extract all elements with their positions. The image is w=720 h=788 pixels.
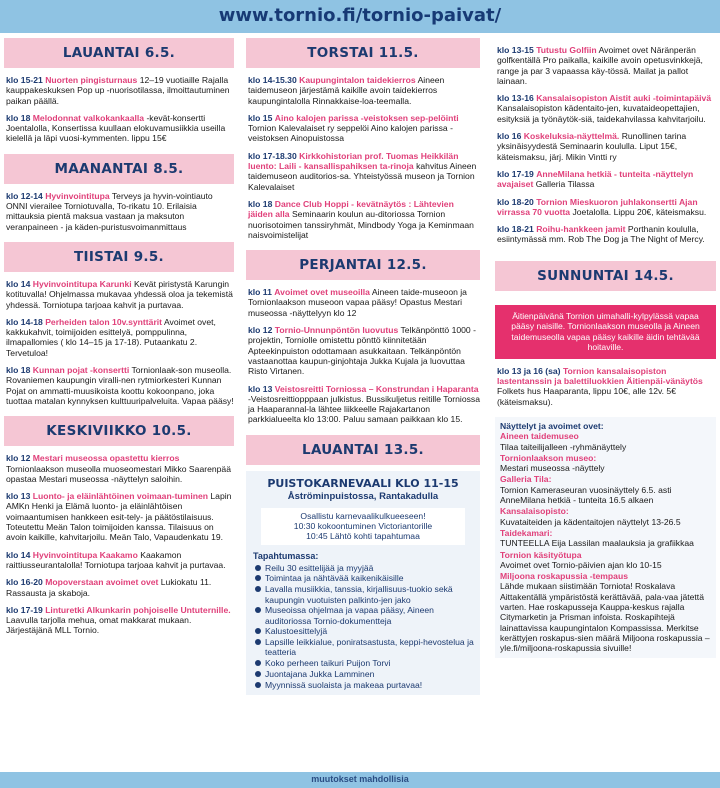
event-item <box>495 169 716 190</box>
event-description: Laavulla tarjolla mehua, omat makkarat mukaan. Järjestäjänä MLL Tornio. <box>6 615 192 636</box>
event-time: klo 16 <box>497 131 522 142</box>
event-description: Lapin AMKn Henki ja Elämä luonto- ja eläinlähtöisen voimaantumisen hankkeen esit-tely- ja päätöstilaisuus. Toteutettu Meän Talon toimijoiden kanssa. Tilaisuus on avoin kaikille, kahvitarjoilu. Meän Talo, Vapaudenkatu 19. <box>6 491 232 543</box>
exhibition-description: Kuvataiteiden ja kädentaitojen näyttelyt 13-26.5 <box>500 516 681 527</box>
event-title: Hyvinvointitupa Karunki <box>32 278 132 289</box>
exhibition-item <box>500 453 711 474</box>
bullet-icon <box>255 575 261 581</box>
event-time: klo 13-15 <box>497 45 534 55</box>
event-title: Veistosreitti Torniossa – Konstrundan i Haparanta <box>274 383 479 394</box>
event-description: Seminaarin koulun au-ditoriossa Tornion nuorisotoimen tanssiryhmät, Mindbody Yoga ja Keminmaan naisvoimistelijat <box>248 209 474 240</box>
event-title: Hyvinvointitupa <box>45 190 110 201</box>
event-description: Galleria Tilassa <box>535 179 595 190</box>
column-right <box>495 38 716 658</box>
day-heading-tiistai: TIISTAI 9.5. <box>4 242 234 272</box>
exhibition-description: Tornion Kameraseuran vuosinäyttely 6.5. asti AnneMilana hetkiä - tunteita 16.5 alkaen <box>500 484 672 506</box>
karneval-procession-line: 10:45 Lähtö kohti tapahtumaa <box>306 531 420 542</box>
event-title: Linturetki Alkunkarin pohjoiselle Untuternille. <box>45 604 231 615</box>
event-title: Avoimet ovet museoilla <box>274 287 370 298</box>
event-time: klo 12 <box>6 453 31 464</box>
column-middle <box>246 38 480 695</box>
event-item <box>4 365 234 406</box>
event-description: Aineen taidemuseon järjestämä kaikille avoin taidekierros kaupungintalolla Rinnakkaise-loa-teemalla. <box>248 75 445 106</box>
event-description: Telkänpönttö 1000 -projektin, Torniolle omistettu pönttö kiinnitetään Apteekinpuiston odottamaan asukkaitaan. Telkänpöntön vastaanottaa kaupun-ginjohtaja Jukka Kujala ja luovuttaa Risto Virtanen. <box>248 325 476 377</box>
bullet-icon <box>255 671 261 677</box>
event-time: klo 13 <box>248 383 273 394</box>
day-heading-perjantai: PERJANTAI 12.5. <box>246 250 480 280</box>
karneval-item-text: Museoissa ohjelmaa ja vapaa pääsy, Aineen auditoriossa Tornio-dokumentteja <box>265 605 434 626</box>
event-item <box>246 287 480 318</box>
exhibition-venue: Aineen taidemuseo <box>500 431 579 442</box>
event-title: Kansalaisopiston Aistit auki -toimintapäivä <box>536 93 712 104</box>
event-time: klo 12-14 <box>6 190 43 201</box>
event-item <box>246 384 480 425</box>
site-url[interactable]: www.tornio.fi/tornio-paivat/ <box>218 5 502 26</box>
event-time: klo 18 <box>248 198 273 209</box>
exhibition-description: TUNTEELLA Eija Lassilan maalauksia ja grafiikkaa <box>500 538 694 549</box>
footer-note: muutokset mahdollisia <box>311 774 409 784</box>
karneval-procession-line: Osallistu karnevaalikulkueeseen! <box>300 510 426 521</box>
event-item <box>495 197 716 218</box>
event-item <box>495 93 716 124</box>
event-description: Aineen taide-museoon ja Tornionlaakson museoon vapaa pääsy! Opastus Mestari museossa -näyttelyyn klo 12 <box>248 287 467 318</box>
event-description: Lukiokatu 11. Rassausta ja skaboja. <box>6 577 212 598</box>
exhibitions-heading: Näyttelyt ja avoimet ovet: <box>500 420 604 431</box>
event-description: -kevät-konsertti Joentalolla, Konsertissa kuullaan elokuvamusiikkia useilla kielellä ja läpi vuosi-kymmenten. lippu 15€ <box>6 112 226 144</box>
karneval-item-text: Toimintaa ja nähtävää kaikenikäisille <box>265 573 404 584</box>
karneval-list-item <box>253 669 475 679</box>
exhibition-description: Lähde mukaan siistimään Torniota! Roskalava Aittakentällä ympäristöstä kerättävää, pala-vaa jätettä varten. Hae roskapusseja Kauppa-keskus rajalla Citymarketin ja Prisman infoista. Roskapihtejä lainattavissa kaupungintalon Kompassissa. Merkitse kerättyjen roskapus-sien määrä Miljoona roskapussia – yle.fi/miljoona-roskapussia sivuille! <box>500 581 710 654</box>
event-time: klo 18 <box>6 112 31 123</box>
karneval-list <box>251 563 475 691</box>
exhibition-venue: Tornionlaakson museo: <box>500 452 597 463</box>
event-description: Avoimet ovet Näränperän golfkentällä Pro paikalla, kaikille avoin opetusvinkkejä, range ja par 3 vapaassa käy-tössä. Mailat ja pallot lainaan. <box>497 45 703 86</box>
event-title: Luonto- ja eläinlähtöinen voimaan-tuminen <box>32 491 208 502</box>
event-time: klo 13 <box>6 491 31 502</box>
event-description: Kevät piristystä Karungin kotituvalla! Ohjelmassa mukavaa yhdessä oloa ja tekemistä yhdessä. Torniotupa tarjoaa kahvit ja purtavaa. <box>6 278 233 310</box>
event-item <box>4 113 234 144</box>
event-description: kahvitus Aineen taidemuseon auditorios-sa. Yhteistyössä museon ja Tornion Kalevalaiset <box>248 161 477 192</box>
event-time: klo 18-20 <box>497 196 534 207</box>
event-time: klo 14 <box>6 278 31 289</box>
event-description: Tornionlaak-son museolla. Rovaniemen kaupungin viralli-nen rytmiorkesteri Kunnan Pojat on ammatti-muusikoista koottu kokoonpano, joka tuottaa matalan kynnyksen kulttuuripalveluita. Vapaa pääsy! <box>6 365 234 406</box>
event-title: Melodonnat valkokankaalla <box>32 112 145 123</box>
event-title: Hyvinvointitupa Kaakamo <box>32 549 138 560</box>
event-title: Perheiden talon 10v.synttärit <box>45 316 163 327</box>
day-heading-keskiviikko: KESKIVIIKKO 10.5. <box>4 416 234 446</box>
karneval-item-text: Kalustoesittelyjä <box>265 626 328 637</box>
karneval-item-text: Lavalla musiikkia, tanssia, kirjallisuus-tuokio sekä kaupungin vuotuisten palkinto-jen jako <box>265 584 453 605</box>
event-title: Mopoverstaan avoimet ovet <box>45 577 159 588</box>
event-title: Kirkkohistorian prof. Tuomas Heikkilän luento: Laili - kansallispahiksen ta-rinoja <box>248 150 459 172</box>
exhibition-item <box>500 571 711 653</box>
event-item <box>4 453 234 484</box>
karneval-item-text: Koko perheen taikuri Puijon Torvi <box>265 658 391 669</box>
event-time: klo 18 <box>6 365 31 376</box>
karneval-item-text: Lapsille leikkialue, poniratsastusta, keppi-hevostelua ja teatteria <box>265 637 474 658</box>
karneval-list-item <box>253 658 475 668</box>
event-item <box>246 199 480 240</box>
exhibition-description: Avoimet ovet Tornio-päivien ajan klo 10-15 <box>500 559 662 570</box>
karneval-list-item <box>253 584 475 605</box>
karneval-item-text: Reilu 30 esittelijää ja myyjää <box>265 562 374 573</box>
event-time: klo 15 <box>248 112 273 123</box>
exhibition-description: Mestari museossa -näyttely <box>500 463 605 474</box>
karneval-list-item <box>253 573 475 583</box>
karneval-title: PUISTOKARNEVAALI KLO 11-15 <box>267 476 459 490</box>
event-title: Tutustu Golfiin <box>536 45 597 55</box>
event-time: klo 13 ja 16 (sa) <box>497 365 561 376</box>
karneval-list-item <box>253 563 475 573</box>
event-item <box>495 224 716 245</box>
karneval-procession-line: 10:30 kokoontuminen Victoriantorille <box>293 521 433 532</box>
event-item <box>246 113 480 144</box>
event-description: 12–19 vuotiaille Rajalla kauppakeskuksen Pop up -nuorisotilassa, ilmoittautuminen paikan päällä. <box>6 75 230 106</box>
exhibition-venue: Tornion käsityötupa <box>500 549 582 560</box>
bullet-icon <box>255 586 261 592</box>
event-item <box>4 605 234 636</box>
event-title: Mestari museossa opastettu kierros <box>32 453 180 464</box>
bullet-icon <box>255 628 261 634</box>
puistokarnevaali-box <box>246 471 480 695</box>
karneval-list-item <box>253 680 475 690</box>
event-title: AnneMilana hetkiä - tunteita -näyttelyn avajaiset <box>497 168 694 190</box>
exhibition-item <box>500 550 711 571</box>
event-time: klo 11 <box>248 287 272 298</box>
event-description: Avoimet ovet, kakkukahvit, toimijoiden esittelyä, pomppulinna, ilmapallomies ( klo 14–15 ja 17-18). Putaankatu 2. Tervetuloa! <box>6 316 216 358</box>
event-title: Tornion Mieskuoron juhlakonsertti Ajan virrassa 70 vuotta <box>497 196 698 217</box>
event-description: Tornion Kalevalaiset ry seppelöi Aino kalojen parissa -veistoksen Ainopuistossa <box>248 123 453 144</box>
event-description: Porthanin koululla, esiintymässä mm. Rob The Dog ja The Night of Mercy. <box>497 224 705 245</box>
event-title: Dance Club Hoppi - kevätnäytös : Lähtevien jäiden alla <box>248 198 454 220</box>
column-left <box>4 38 234 636</box>
event-title: Aino kalojen parissa -veistoksen sep-pelöinti <box>274 112 459 123</box>
bullet-icon <box>255 682 261 688</box>
footer-bar <box>0 772 720 788</box>
event-item <box>246 75 480 106</box>
karneval-list-item <box>253 626 475 636</box>
day-heading-sunnuntai: SUNNUNTAI 14.5. <box>495 261 716 291</box>
event-item <box>4 191 234 232</box>
event-time: klo 14-18 <box>6 316 43 327</box>
bullet-icon <box>255 607 261 613</box>
bullet-icon <box>255 565 261 571</box>
day-heading-torstai: TORSTAI 11.5. <box>246 38 480 68</box>
day-heading-lauantai-13-5: LAUANTAI 13.5. <box>246 435 480 465</box>
event-item <box>246 151 480 192</box>
event-item <box>4 317 234 358</box>
event-item <box>4 491 234 542</box>
event-time: klo 17-18.30 <box>248 150 297 161</box>
exhibition-venue: Miljoona roskapussia -tempaus <box>500 571 628 582</box>
event-time: klo 18-21 <box>497 224 534 235</box>
event-item <box>4 279 234 310</box>
exhibition-item <box>500 431 711 452</box>
event-description: Kansalaisopiston kädentaito-jen, kuvataideopettajien, esityksiä ja työnäytök-siä, taidekahvilassa kahvitarjoilu. <box>497 103 706 124</box>
event-description: Folkets hus Haaparanta, lippu 10€, alle 12v. 5€ (käteismaksu). <box>497 386 676 407</box>
exhibition-item <box>500 506 711 527</box>
karneval-events-heading: Tapahtumassa: <box>253 550 319 561</box>
event-description: Runollinen tarina yksinäisyydestä Seminaarin koululla. Liput 15€, käteismaksu, järj. Mikin Vintti ry <box>497 131 687 162</box>
exhibitions-box <box>495 417 716 659</box>
event-item <box>246 325 480 376</box>
event-title: Kaupungintalon taidekierros <box>299 75 416 85</box>
exhibition-item <box>500 528 711 549</box>
event-title: Tornion kansalaisopiston lastentanssin ja balettiluokkien Äitienpäi-vänäytös <box>497 365 703 387</box>
event-time: klo 12 <box>248 325 273 336</box>
event-description: Tornionlaakson museolla muoseomestari Mikko Saarenpää opastaa Mestari museossa -näyttelyn saloihin. <box>6 463 231 484</box>
event-title: Kunnan pojat -konsertti <box>32 365 130 376</box>
event-title: Nuorten pingisturnaus <box>45 75 138 85</box>
day-heading-lauantai-6-5: LAUANTAI 6.5. <box>4 38 234 68</box>
event-description: Kaakamon raittiusseurantalolla! Torniotupa tarjoaa kahvit ja purtavaa. <box>6 549 226 570</box>
karneval-procession-box <box>261 508 465 545</box>
event-time: klo 14 <box>6 549 31 560</box>
event-item <box>4 75 234 106</box>
event-item <box>4 550 234 571</box>
event-item <box>4 577 234 598</box>
event-time: klo 17-19 <box>497 168 534 179</box>
event-item <box>495 131 716 162</box>
event-description: Terveys ja hyvin-vointiauto ONNI vierailee Torniotuvalla, To-rikatu 10. Erilaisia mittauksia pientä maksua vastaan ja maksuton veranpaineen - ja käden-puristusvoimanmittaus <box>6 190 213 232</box>
event-item <box>495 366 716 407</box>
exhibition-venue: Taidekamari: <box>500 527 553 538</box>
event-title: Tornio-Unnunpöntön luovutus <box>274 325 399 336</box>
event-time: klo 17-19 <box>6 604 43 615</box>
day-heading-maanantai: MAANANTAI 8.5. <box>4 154 234 184</box>
event-time: klo 16-20 <box>6 577 43 588</box>
event-item <box>495 45 716 86</box>
mothers-day-highlight: Äitienpäivänä Tornion uimahalli-kylpylässä vapaa pääsy naisille. Tornionlaakson museolla ja Aineen taidemuseolla vapaa pääsy kaikille äidin tehtävää hoitaville. <box>495 305 716 359</box>
event-title: Koskeluksia-näyttelmä. <box>523 131 620 142</box>
event-time: klo 13-16 <box>497 93 534 104</box>
karneval-place: Åströminpuistossa, Rantakadulla <box>287 490 439 502</box>
event-description: Joetalolla. Lippu 20€, käteismaksu. <box>572 206 707 217</box>
exhibition-venue: Kansalaisopisto: <box>500 506 569 517</box>
event-time: klo 14-15.30 <box>248 75 297 85</box>
karneval-item-text: Juontajana Jukka Lamminen <box>265 669 375 680</box>
karneval-list-item <box>253 637 475 658</box>
karneval-item-text: Myynnissä suolaista ja makeaa purtavaa! <box>265 679 423 690</box>
exhibition-venue: Galleria Tila: <box>500 474 552 485</box>
event-title: Roihu-hankkeen jamit <box>536 224 626 235</box>
bullet-icon <box>255 660 261 666</box>
exhibition-description: Tilaa taiteilijalleen -ryhmänäyttely <box>500 441 627 452</box>
exhibition-item <box>500 474 711 505</box>
karneval-list-item <box>253 605 475 626</box>
event-description: -Veistosreittiopppaan julkistus. Bussikuljetus reitille Torniossa ja Haaparannal-la lähtee liikkeelle Rajakartanon parkkialueelta klo 13:00. Paluu samaan paikkaan klo 15. <box>248 393 480 425</box>
header-bar <box>0 0 720 33</box>
event-time: klo 15-21 <box>6 75 43 85</box>
bullet-icon <box>255 639 261 645</box>
